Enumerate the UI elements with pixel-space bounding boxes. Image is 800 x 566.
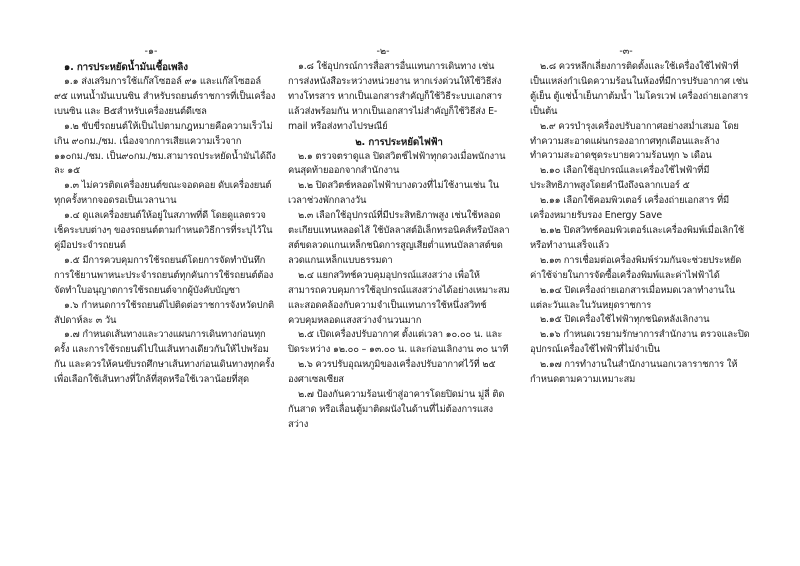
list-item: ๑.๓ ไม่ควรติดเครื่องยนต์ขณะจอดคอย ดับเครื่องยนต์ทุกครั้งหากจอดรอเป็นเวลานาน — [54, 180, 272, 207]
list-item: ๒.๒ ปิดสวิตช์หลอดไฟฟ้าบางดวงที่ไม่ใช้งานเช่น ในเวลาช่วงพักกลางวัน — [288, 180, 499, 207]
list-item: ๑.๒ ขับขี่รถยนต์ให้เป็นไปตามกฎหมายคือความเร็วไม่เกิน ๙๐กม./ชม. เนื่องจากการเสียแความเร็วจาก ๑๑๐กม./ชม. เป็น๙๐กม./ชม.สามารถประหยัดน้ำมันได้ถึงละ ๑๕ — [54, 120, 276, 177]
column-electricity-saving — [288, 60, 510, 433]
list-item: ๒.๑๐ เลือกใช้อุปกรณ์และเครื่องใช้ไฟฟ้าที่มีประสิทธิภาพสูงโดยคำนึงถึงฉลากเบอร์ ๕ — [530, 165, 710, 192]
page-number-3: -๓- — [619, 46, 633, 57]
page-number-1: -๑- — [144, 46, 158, 57]
list-item: ๑.๔ ดูแลเครื่องยนต์ให้อยู่ในสภาพที่ดี โดยดูแลตรวจเช็คระบบต่างๆ ของรถยนต์ตามกำหนดวิธีการที่ระบุไว้ในคู่มือประจำรถยนต์ — [54, 210, 273, 251]
list-item: ๒.๓ เลือกใช้อุปกรณ์ที่มีประสิทธิภาพสูง เช่นใช้หลอดตะเกียบแทนหลอดไส้ ใช้บัลลาสต์อิเล็กทรอนิคส์หรือบัลลาสต์ขดลวดแกนเหล็กชนิดการสูญเสียต่ำแทนบัลลาสต์ขดลวดแกนเหล็กแบบธรรมดา — [288, 210, 510, 266]
list-item: ๒.๑๖ กำหนดเวรยามรักษาการสำนักงาน ตรวจและปิดอุปกรณ์เครื่องใช้ไฟฟ้าที่ไม่จำเป็น — [530, 329, 750, 356]
list-item: ๑.๑ ส่งเสริมการใช้แก๊สโซฮอล์ ๙๑ และแก๊สโซฮอล์ ๙๕ แทนน้ำมันเบนซิน สำหรับรถยนต์ราชการที่เป็นเครื่องเบนซิน และ B๕สำหรับเครื่องยนต์ดีเซล — [54, 76, 276, 117]
list-item: ๑.๖ กำหนดการใช้รถยนต์ไปติดต่อราชการจังหวัดปกติสัปดาห์ละ ๓ วัน — [54, 299, 274, 326]
list-item: ๒.๕ เปิดเครื่องปรับอากาศ ตั้งแต่เวลา ๑๐.๐๐ น. และปิดระหว่าง ๑๒.๐๐ – ๑๓.๐๐ น. และก่อนเลิกงาน ๓๐ นาที — [288, 329, 509, 356]
list-item: ๒.๑๗ การทำงานในสำนักงานนอกเวลาราชการ ให้กำหนดตามความเหมาะสม — [530, 359, 738, 386]
list-item: ๒.๙ ควรบำรุงเครื่องปรับอากาศอย่างสม่ำเสมอ โดยทำความสะอาดแผ่นกรองอากาศทุกเดือนและล้างทำความสะอาดชุดระบายความร้อนทุก ๖ เดือน — [530, 120, 739, 162]
column-electricity-continued — [530, 60, 752, 388]
list-item: ๒.๑๔ ปิดเครื่องถ่ายเอกสารเมื่อหมดเวลาทำงานในแต่ละวันและในวันหยุดราชการ — [530, 284, 735, 311]
section-heading-electricity: ๒. การประหยัดไฟฟ้า — [355, 136, 443, 148]
list-item: ๒.๑๒ ปิดสวิทช์คอมพิวเตอร์และเครื่องพิมพ์เมื่อเลิกใช้หรือทำงานเสร็จแล้ว — [530, 224, 745, 251]
page-number-2: -๒- — [376, 46, 390, 57]
list-item: ๒.๔ แยกสวิทช์ควบคุมอุปกรณ์แสงสว่าง เพื่อให้สามารถควบคุมการใช้อุปกรณ์แสงสว่างได้อย่างเหมาะสมและสอดคล้องกับความจำเป็นแทนการใช้หนึ่งสวิทช์ควบคุมหลอดแสงสว่างจำนวนมาก — [288, 269, 510, 326]
list-item: ๒.๑๓ การเชื่อมต่อเครื่องพิมพ์ร่วมกันจะช่วยประหยัดค่าใช้จ่ายในการจัดซื้อเครื่องพิมพ์และค่าไฟฟ้าได้ — [530, 254, 742, 281]
list-item: ๒.๑๑ เลือกใช้คอมพิวเตอร์ เครื่องถ่ายเอกสาร ที่มีเครื่องหมายรับรอง Energy Save — [530, 195, 730, 222]
list-item: ๒.๘ ควรหลีกเลี่ยงการติดตั้งและใช้เครื่องใช้ไฟฟ้าที่เป็นแหล่งกำเนิดความร้อนในห้องที่มีการปรับอากาศ เช่น ตู้เย็น ตู้แช่น้ำเย็นกาต้มน้ำ ไมโครเวฟ เครื่องถ่ายเอกสาร เป็นต้น — [530, 61, 749, 117]
list-item: ๒.๖ ควรปรับอุณหภูมิของเครื่องปรับอากาศไว้ที่ ๒๕ องศาเซลเซียส — [288, 359, 496, 386]
list-item: ๑.๘ ใช้อุปกรณ์การสื่อสารอื่นแทนการเดินทาง เช่น การส่งหนังสือระหว่างหน่วยงาน หากเร่งด่วนให้ใช้วิธีส่งทางโทรสาร หากเป็นเอกสารสำคัญก็ใช้วิธีระบบเอกสารแล้วส่งพร้อมกัน หากเป็นเอกสารไม่สำคัญก็ใช้วิธีส่ง E-mail หรือส่งทางไปรษณีย์ — [288, 61, 502, 132]
section-heading-fuel: ๑. การประหยัดน้ำมันเชื้อเพลิง — [64, 62, 188, 73]
list-item: ๒.๑๕ ปิดเครื่องใช้ไฟฟ้าทุกชนิดหลังเลิกงาน — [540, 314, 710, 326]
list-item: ๒.๑ ตรวจตราดูแล ปิดสวิตช์ไฟฟ้าทุกดวงเมื่อพนักงานคนสุดท้ายออกจากสำนักงาน — [288, 150, 506, 177]
column-fuel-saving — [54, 60, 276, 388]
list-item: ๒.๗ ป้องกันความร้อนเข้าสู่อาคารโดยปิดม่าน มู่ลี่ ติดกันสาด หรือเลื่อนตู้มาติดผนังในด้านที่ไม่ต้องการแสงสว่าง — [288, 389, 505, 430]
list-item: ๑.๕ มีการควบคุมการใช้รถยนต์โดยการจัดทำบันทึกการใช้ยานพาหนะประจำรถยนต์ทุกคันการใช้รถยนต์ต้องจัดทำใบอนุญาตการใช้รถยนต์จากผู้บังคับบัญชา — [54, 254, 274, 296]
list-item: ๑.๗ กำหนดเส้นทางและวางแผนการเดินทางก่อนทุกครั้ง และการใช้รถยนต์ไปในเส้นทางเดียวกันให้ไปพร้อมกัน และควรให้คนขับรถศึกษาเส้นทางก่อนเดินทางทุกครั้งเพื่อเลือกใช้เส้นทางที่ใกล้ที่สุดหรือใช้เวลาน้อยที่สุด — [54, 329, 275, 386]
